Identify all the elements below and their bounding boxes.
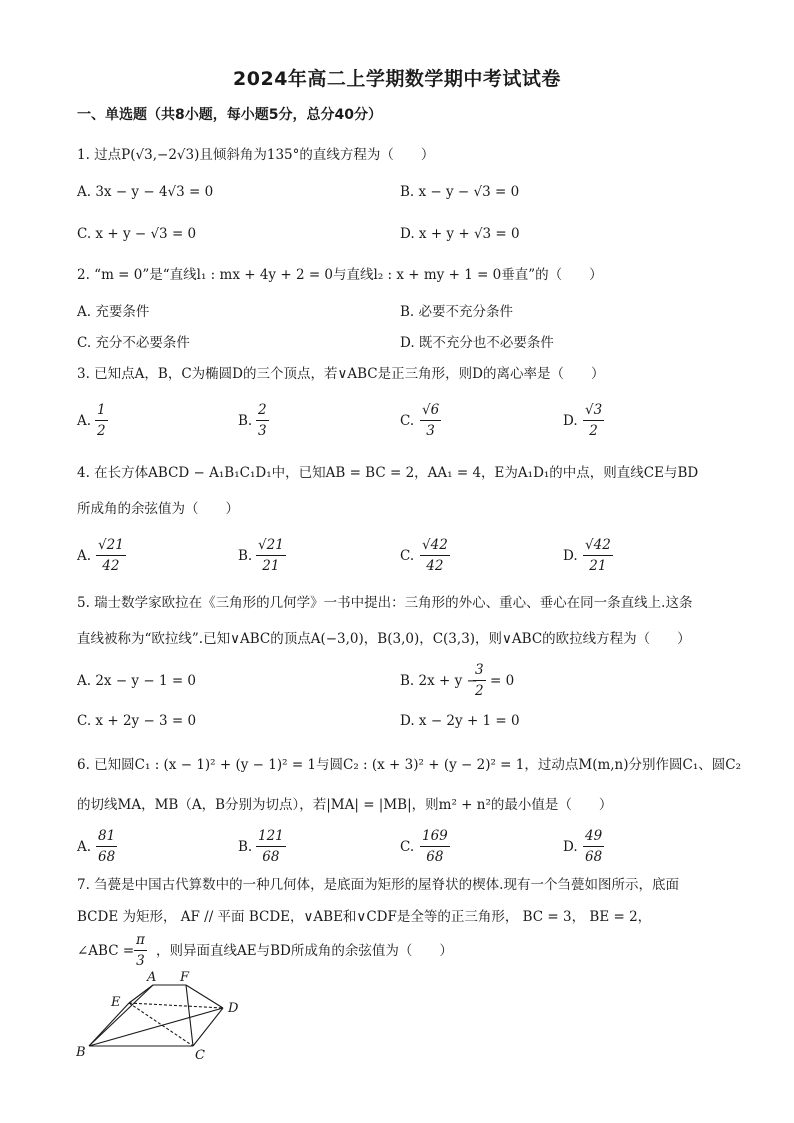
q3-option-d-label: D. — [563, 413, 578, 429]
chuhong-figure — [76, 968, 256, 1063]
q6-option-a-label: A. — [77, 839, 92, 855]
q5-option-c: C. x + 2y − 3 = 0 — [77, 713, 197, 729]
edge-ec-hidden — [129, 1003, 193, 1046]
q5-option-b-fraction: 3 2 — [475, 662, 484, 699]
q3-option-c-fraction: √6 3 — [422, 402, 440, 439]
label-f: F — [180, 970, 190, 985]
q1-stem: 1. 过点P(√3,−2√3)且倾斜角为135°的直线方程为（ ） — [77, 147, 435, 163]
q5-option-b-prefix: B. 2x + y − — [400, 673, 478, 689]
q6-option-b-fraction: 121 68 — [258, 828, 284, 865]
q5-option-a: A. 2x − y − 1 = 0 — [77, 673, 197, 689]
q4-stem-line2: 所成角的余弦值为（ ） — [77, 501, 239, 517]
q7-stem-line3-suffix: ，则异面直线AE与BD所成角的余弦值为（ ） — [156, 943, 453, 959]
q4-option-a-label: A. — [77, 548, 92, 564]
q3-stem: 3. 已知点A，B，C为椭圆D的三个顶点，若∨ABC是正三角形，则D的离心率是（ ） — [77, 366, 605, 382]
q4-option-c-label: C. — [400, 548, 415, 564]
q5-option-d: D. x − 2y + 1 = 0 — [400, 713, 520, 729]
q7-stem-line3-fraction: π 3 — [136, 932, 145, 969]
q5-stem-line2: 直线被称为“欧拉线”.已知∨ABC的顶点A(−3,0)，B(3,0)，C(3,3)，则∨ABC的欧拉线方程为（ ） — [77, 631, 691, 647]
q2-option-d: D. 既不充分也不必要条件 — [400, 335, 554, 351]
q6-option-d-label: D. — [563, 839, 578, 855]
edge-ae — [129, 985, 153, 1003]
q6-option-a-fraction: 81 68 — [98, 828, 116, 865]
q1-option-c: C. x + y − √3 = 0 — [77, 226, 197, 242]
q1-option-a: A. 3x − y − 4√3 = 0 — [77, 184, 214, 200]
q4-option-c-fraction: √42 42 — [422, 537, 448, 574]
q3-option-b-fraction: 2 3 — [258, 402, 267, 439]
q1-option-b: B. x − y − √3 = 0 — [400, 184, 520, 200]
q3-option-a-label: A. — [77, 413, 92, 429]
q6-option-b-label: B. — [238, 839, 253, 855]
q2-option-b: B. 必要不充分条件 — [400, 304, 514, 320]
q4-option-a-fraction: √21 42 — [98, 537, 124, 574]
edge-fd — [186, 985, 223, 1008]
edge-eb — [89, 1003, 129, 1046]
q4-option-d-label: D. — [563, 548, 578, 564]
q4-option-d-fraction: √42 21 — [585, 537, 611, 574]
q3-option-b-label: B. — [238, 413, 253, 429]
section-heading: 一、单选题（共8小题，每小题5分，总分40分） — [77, 107, 382, 123]
q2-stem: 2. “m = 0”是“直线l₁ : mx + 4y + 2 = 0与直线l₂ : x + my + 1 = 0垂直”的（ ） — [77, 267, 603, 283]
q1-option-d: D. x + y + √3 = 0 — [400, 226, 520, 242]
label-c: C — [195, 1048, 205, 1063]
label-d: D — [228, 1001, 239, 1016]
q7-stem-line2: BCDE 为矩形， AF // 平面 BCDE，∨ABE和∨CDF是全等的正三角形， BC = 3， BE = 2， — [77, 909, 652, 925]
q6-option-c-fraction: 169 68 — [422, 828, 448, 865]
q6-option-d-fraction: 49 68 — [585, 828, 603, 865]
edge-dc — [193, 1008, 223, 1046]
q3-option-a-fraction: 1 2 — [97, 402, 106, 439]
q2-option-a: A. 充要条件 — [77, 304, 150, 320]
q6-stem-line2: 的切线MA，MB（A，B分别为切点），若|MA| = |MB|，则m² + n²的最小值是（ ） — [77, 797, 613, 813]
edge-ed-hidden — [129, 1003, 223, 1008]
q3-option-c-label: C. — [400, 413, 415, 429]
q4-option-b-label: B. — [238, 548, 253, 564]
q3-option-d-fraction: √3 2 — [585, 402, 603, 439]
q7-stem-line3-prefix: ∠ABC = — [77, 943, 135, 959]
q4-stem-line1: 4. 在长方体ABCD − A₁B₁C₁D₁中，已知AB = BC = 2，AA₁ = 4，E为A₁D₁的中点，则直线CE与BD — [77, 465, 699, 481]
q2-option-c: C. 充分不必要条件 — [77, 335, 190, 351]
label-b: B — [76, 1045, 86, 1060]
q6-option-c-label: C. — [400, 839, 415, 855]
label-e: E — [111, 995, 121, 1010]
q4-option-b-fraction: √21 21 — [258, 537, 284, 574]
q5-option-b-suffix: = 0 — [490, 673, 515, 689]
q6-stem-line1: 6. 已知圆C₁ : (x − 1)² + (y − 1)² = 1与圆C₂ : (x + 3)² + (y − 2)² = 1，过动点M(m,n)分别作圆C₁、圆C₂ — [77, 757, 741, 773]
q7-stem-line1: 7. 刍甍是中国古代算数中的一种几何体，是底面为矩形的屋脊状的楔体.现有一个刍甍如图所示，底面 — [77, 877, 679, 893]
edge-fc — [186, 985, 193, 1046]
q5-stem-line1: 5. 瑞士数学家欧拉在《三角形的几何学》一书中提出：三角形的外心、重心、垂心在同一条直线上.这条 — [77, 595, 693, 611]
exam-title: 2024年高二上学期数学期中考试试卷 — [233, 68, 561, 90]
label-a: A — [147, 970, 157, 985]
